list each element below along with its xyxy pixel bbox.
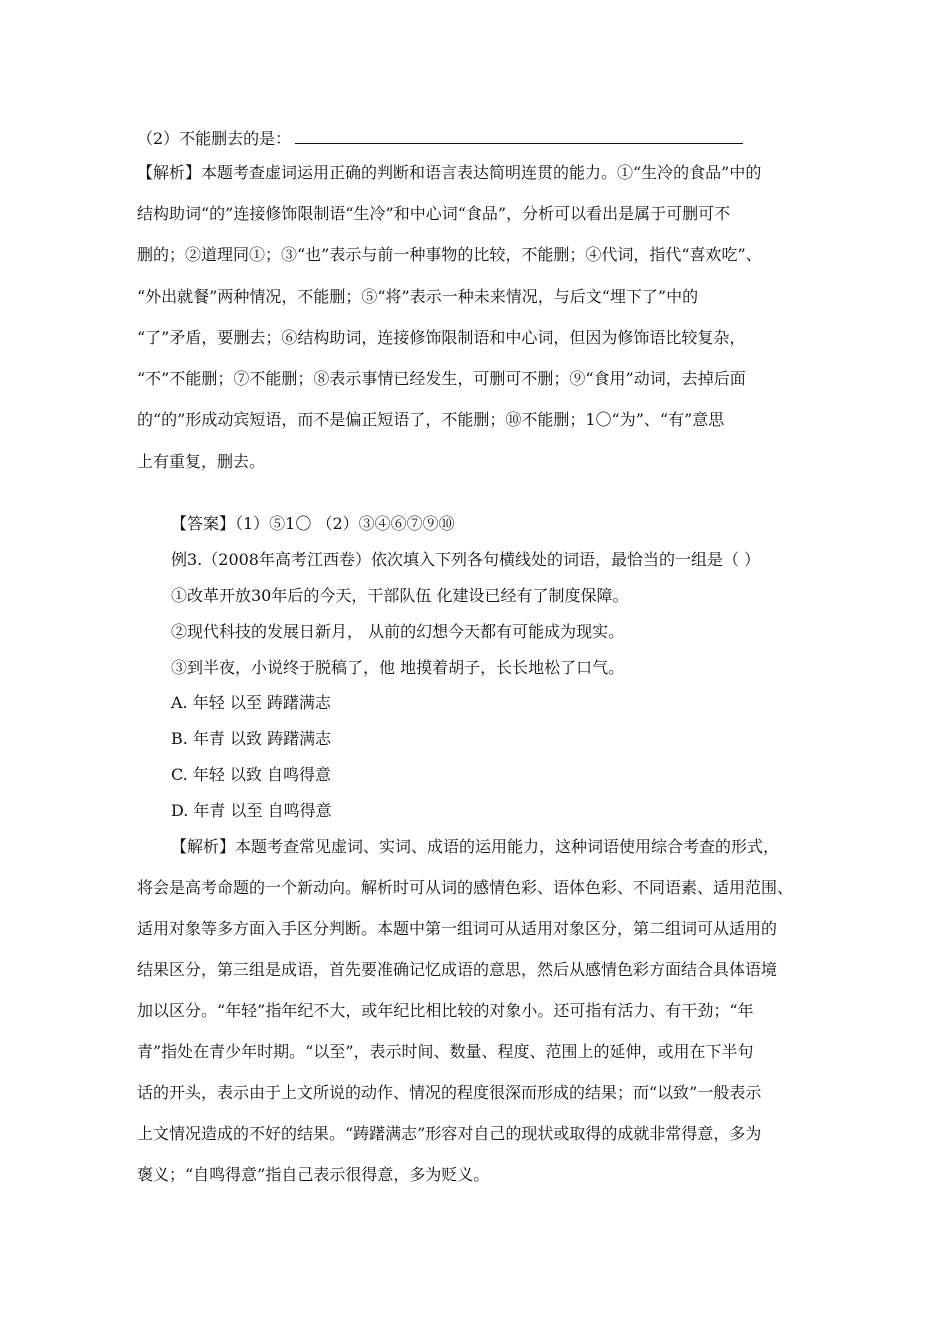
analysis1-line: 结构助词“的”连接修饰限制语“生冷”和中心词“食品”，分析可以看出是属于可删可不: [137, 204, 731, 223]
analysis2-line: 上文情况造成的不好的结果。“踌躇满志”形容对自己的现状或取得的成就非常得意，多为: [137, 1124, 762, 1143]
analysis2-line: 结果区分，第三组是成语，首先要准确记忆成语的意思，然后从感情色彩方面结合具体语境: [137, 960, 778, 979]
analysis2-line: 褒义；“自鸣得意”指自己表示很得意，多为贬义。: [137, 1165, 490, 1184]
example3-sentence: ③到半夜，小说终于脱稿了，他 地摸着胡子，长长地松了口气。: [171, 658, 625, 677]
analysis2-line: 青”指处在青少年时期。“以至”，表示时间、数量、程度、范围上的延伸，或用在下半句: [137, 1042, 754, 1061]
option-c: C. 年轻 以致 自鸣得意: [171, 765, 332, 784]
answer-line: 【答案】（1）⑤1〇 （2）③④⑥⑦⑨⑩: [171, 514, 455, 533]
answer-blank: [295, 128, 743, 144]
analysis1-line: 的“的”形成动宾短语，而不是偏正短语了，不能删；⑩不能删；1〇“为”、“有”意思: [137, 410, 725, 429]
q2-prefix: （2）不能删去的是：: [137, 129, 292, 148]
analysis1-line: 上有重复，删去。: [137, 452, 266, 471]
analysis2-line: 将会是高考命题的一个新动向。解析时可从词的感情色彩、语体色彩、不同语素、适用范围、: [137, 878, 794, 897]
example3-sentence: ②现代科技的发展日新月， 从前的幻想今天都有可能成为现实。: [171, 622, 625, 641]
analysis2-line: 话的开头，表示由于上文所说的动作、情况的程度很深而形成的结果；而“以致”一般表示: [137, 1083, 762, 1102]
analysis1-line: 【解析】本题考查虚词运用正确的判断和语言表达简明连贯的能力。①“生冷的食品”中的: [137, 163, 762, 182]
analysis1-line: “外出就餐”两种情况，不能删；⑤“将”表示一种未来情况，与后文“埋下了”中的: [137, 287, 699, 306]
q2-line: [137, 128, 743, 149]
analysis1-line: 删的；②道理同①；③“也”表示与前一种事物的比较，不能删；④代词，指代“喜欢吃”、: [137, 245, 762, 264]
analysis2-line: 适用对象等多方面入手区分判断。本题中第一组词可从适用对象区分，第二组词可从适用的: [137, 919, 778, 938]
example3-sentence: ①改革开放30年后的今天，干部队伍 化建设已经有了制度保障。: [171, 586, 629, 605]
analysis2-line: 加以区分。“年轻”指年纪不大，或年纪比相比较的对象小。还可指有活力、有干劲；“年: [137, 1001, 754, 1020]
analysis2-line: 【解析】本题考查常见虚词、实词、成语的运用能力，这种词语使用综合考查的形式，: [171, 837, 780, 856]
analysis1-line: “不”不能删；⑦不能删；⑧表示事情已经发生，可删可不删；⑨“食用”动词，去掉后面: [137, 369, 746, 388]
option-b: B. 年青 以致 踌躇满志: [171, 729, 332, 748]
example3-title: 例3.（2008年高考江西卷）依次填入下列各句横线处的词语，最恰当的一组是（ ）: [171, 550, 761, 569]
option-a: A. 年轻 以至 踌躇满志: [171, 693, 331, 712]
option-d: D. 年青 以至 自鸣得意: [171, 801, 332, 820]
analysis1-line: “了”矛盾，要删去；⑥结构助词，连接修饰限制语和中心词，但因为修饰语比较复杂，: [137, 328, 746, 347]
